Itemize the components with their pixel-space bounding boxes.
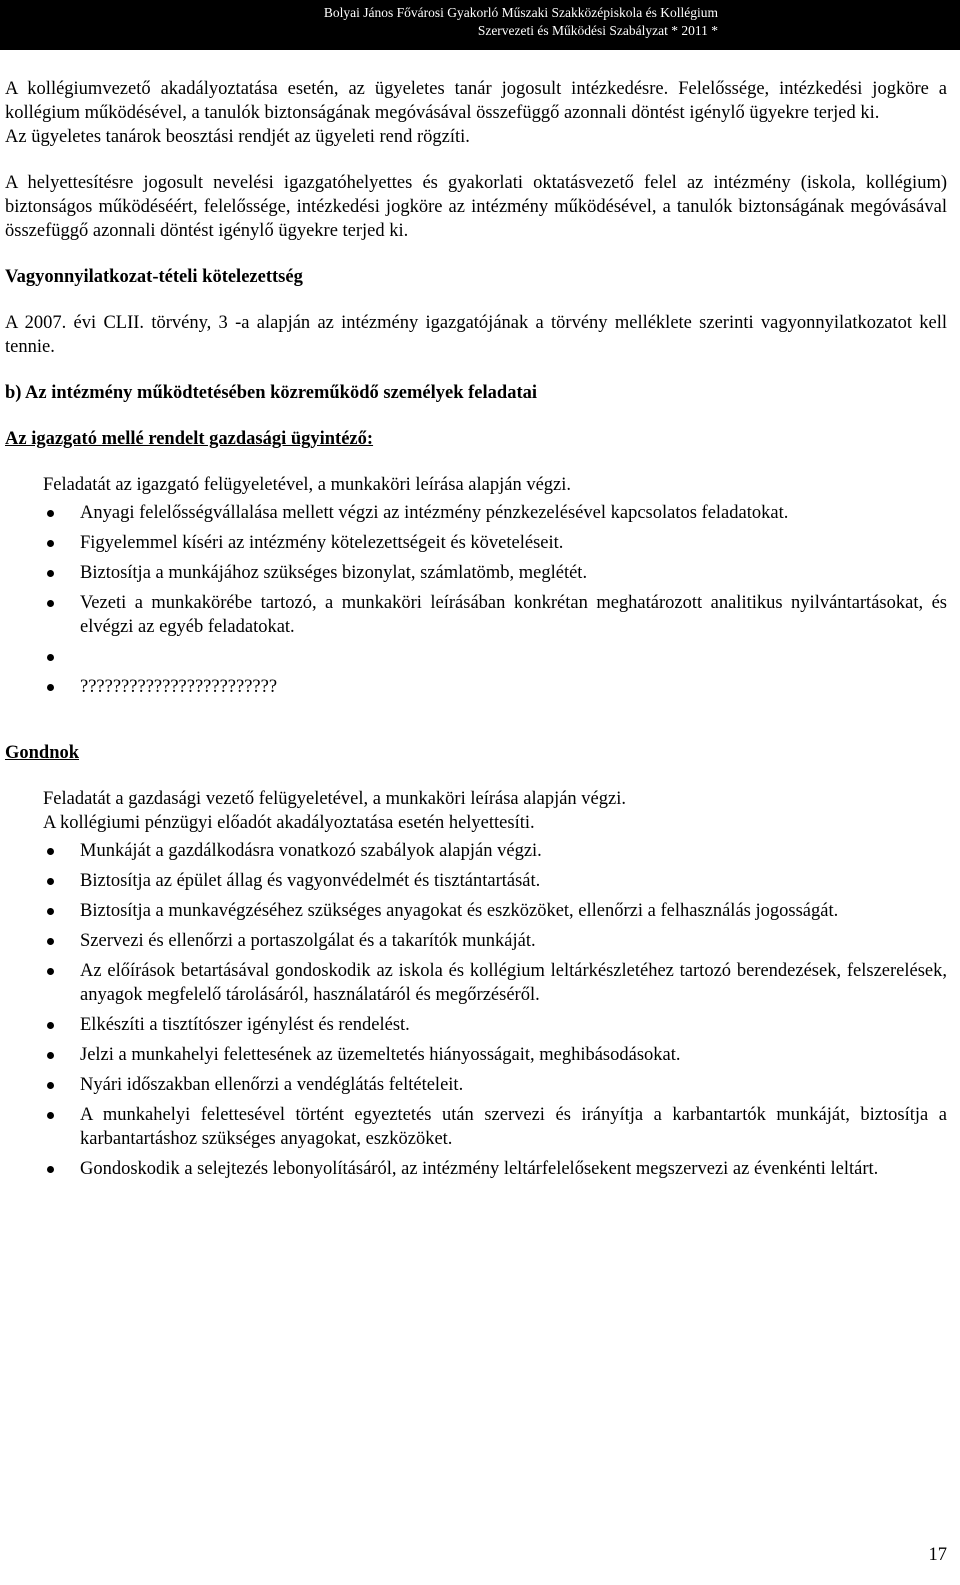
list-item: Nyári időszakban ellenőrzi a vendéglátás feltételeit. [5, 1073, 947, 1097]
list-item: Biztosítja a munkájához szükséges bizonylat, számlatömb, meglétét. [5, 561, 947, 585]
bullet-icon [47, 1022, 54, 1029]
paragraph-caretaker-substitute: A kollégiumi pénzügyi előadót akadályoztatása esetén helyettesíti. [43, 813, 535, 833]
bullet-icon [47, 654, 54, 661]
page-number: 17 [928, 1545, 947, 1565]
list-item: Szervezi és ellenőrzi a portaszolgálat és a takarítók munkáját. [5, 929, 947, 953]
bullet-icon [47, 968, 54, 975]
paragraph-duty-teacher: A kollégiumvezető akadályoztatása esetén, az ügyeletes tanár jogosult intézkedésre. Felelőssége, intézkedési jogköre a kollégium működésével, a tanulók biztonságának megóvásával összefüggő azonnali döntést igénylő ügyekre terjed ki. [5, 79, 947, 123]
heading-asset-declaration: Vagyonnyilatkozat-tételi kötelezettség [5, 267, 303, 287]
list-item: Anyagi felelősségvállalása mellett végzi az intézmény pénzkezelésével kapcsolatos feladatokat. [5, 501, 947, 525]
header-school-name: Bolyai János Fővárosi Gyakorló Műszaki Szakközépiskola és Kollégium [323, 5, 718, 20]
heading-caretaker: Gondnok [5, 743, 80, 763]
bullet-icon [47, 848, 54, 855]
list-item: Gondoskodik a selejtezés lebonyolításáról, az intézmény leltárfelelősekent megszervezi az évenkénti leltárt. [5, 1157, 947, 1181]
bullet-icon [47, 540, 54, 547]
heading-staff-duties: b) Az intézmény működtetésében közreműködő személyek feladatai [5, 383, 537, 403]
bullet-icon [47, 908, 54, 915]
bullet-icon [47, 1082, 54, 1089]
list-item: Elkészíti a tisztítószer igénylést és rendelést. [5, 1013, 947, 1037]
bullet-icon [47, 570, 54, 577]
bullet-icon [47, 684, 54, 691]
list-item: Vezeti a munkakörébe tartozó, a munkaköri leírásában konkrétan meghatározott analitikus nyilvántartásokat, és elvégzi az egyéb feladatokat. [5, 591, 947, 639]
list-item: Figyelemmel kíséri az intézmény kötelezettségeit és követeléseit. [5, 531, 947, 555]
paragraph-financial-clerk: Feladatát az igazgató felügyeletével, a munkaköri leírása alapján végzi. [43, 475, 572, 495]
paragraph-caretaker-supervision: Feladatát a gazdasági vezető felügyeletével, a munkaköri leírása alapján végzi. [43, 789, 626, 809]
list-caretaker-duties [5, 839, 947, 1181]
bullet-icon [47, 1166, 54, 1173]
list-item: Biztosítja az épület állag és vagyonvédelmét és tisztántartását. [5, 869, 947, 893]
header-document-title: Szervezeti és Működési Szabályzat * 2011 * [477, 23, 718, 38]
document-body [5, 77, 947, 1187]
list-item: Az előírások betartásával gondoskodik az iskola és kollégium leltárkészletéhez tartozó berendezések, felszerelések, anyagok megfelelő tárolásáról, használatáról és megőrzéséről. [5, 959, 947, 1007]
paragraph-asset-declaration: A 2007. évi CLII. törvény, 3 -a alapján az intézmény igazgatójának a törvény melléklete szerinti vagyonnyilatkozatot kell tennie. [5, 313, 947, 357]
heading-financial-clerk: Az igazgató mellé rendelt gazdasági ügyintéző: [5, 429, 374, 449]
list-item: A munkahelyi felettesével történt egyeztetés után szervezi és irányítja a karbantartók munkáját, biztosítja a karbantartáshoz szükséges anyagokat, eszközöket. [5, 1103, 947, 1151]
list-item: ???????????????????????? [5, 675, 947, 699]
list-item: Biztosítja a munkavégzéséhez szükséges anyagokat és eszközöket, ellenőrzi a felhasználás jogosságát. [5, 899, 947, 923]
bullet-icon [47, 1112, 54, 1119]
page-header [0, 0, 960, 50]
bullet-icon [47, 878, 54, 885]
bullet-icon [47, 600, 54, 607]
list-item: Jelzi a munkahelyi felettesének az üzemeltetés hiányosságait, meghibásodásokat. [5, 1043, 947, 1067]
paragraph-deputy: A helyettesítésre jogosult nevelési igazgatóhelyettes és gyakorlati oktatásvezető felel az intézmény (iskola, kollégium) biztonságos működéséért, felelőssége, intézkedési jogköre az intézmény működésével, a tanulók biztonságának megóvásával összefüggő azonnali döntést igénylő ügyekre terjed ki. [5, 173, 947, 241]
bullet-icon [47, 510, 54, 517]
list-financial-clerk-duties [5, 501, 947, 699]
list-item: Munkáját a gazdálkodásra vonatkozó szabályok alapján végzi. [5, 839, 947, 863]
bullet-icon [47, 1052, 54, 1059]
paragraph-duty-schedule: Az ügyeletes tanárok beosztási rendjét az ügyeleti rend rögzíti. [5, 127, 470, 147]
list-item-empty [5, 645, 947, 669]
bullet-icon [47, 938, 54, 945]
